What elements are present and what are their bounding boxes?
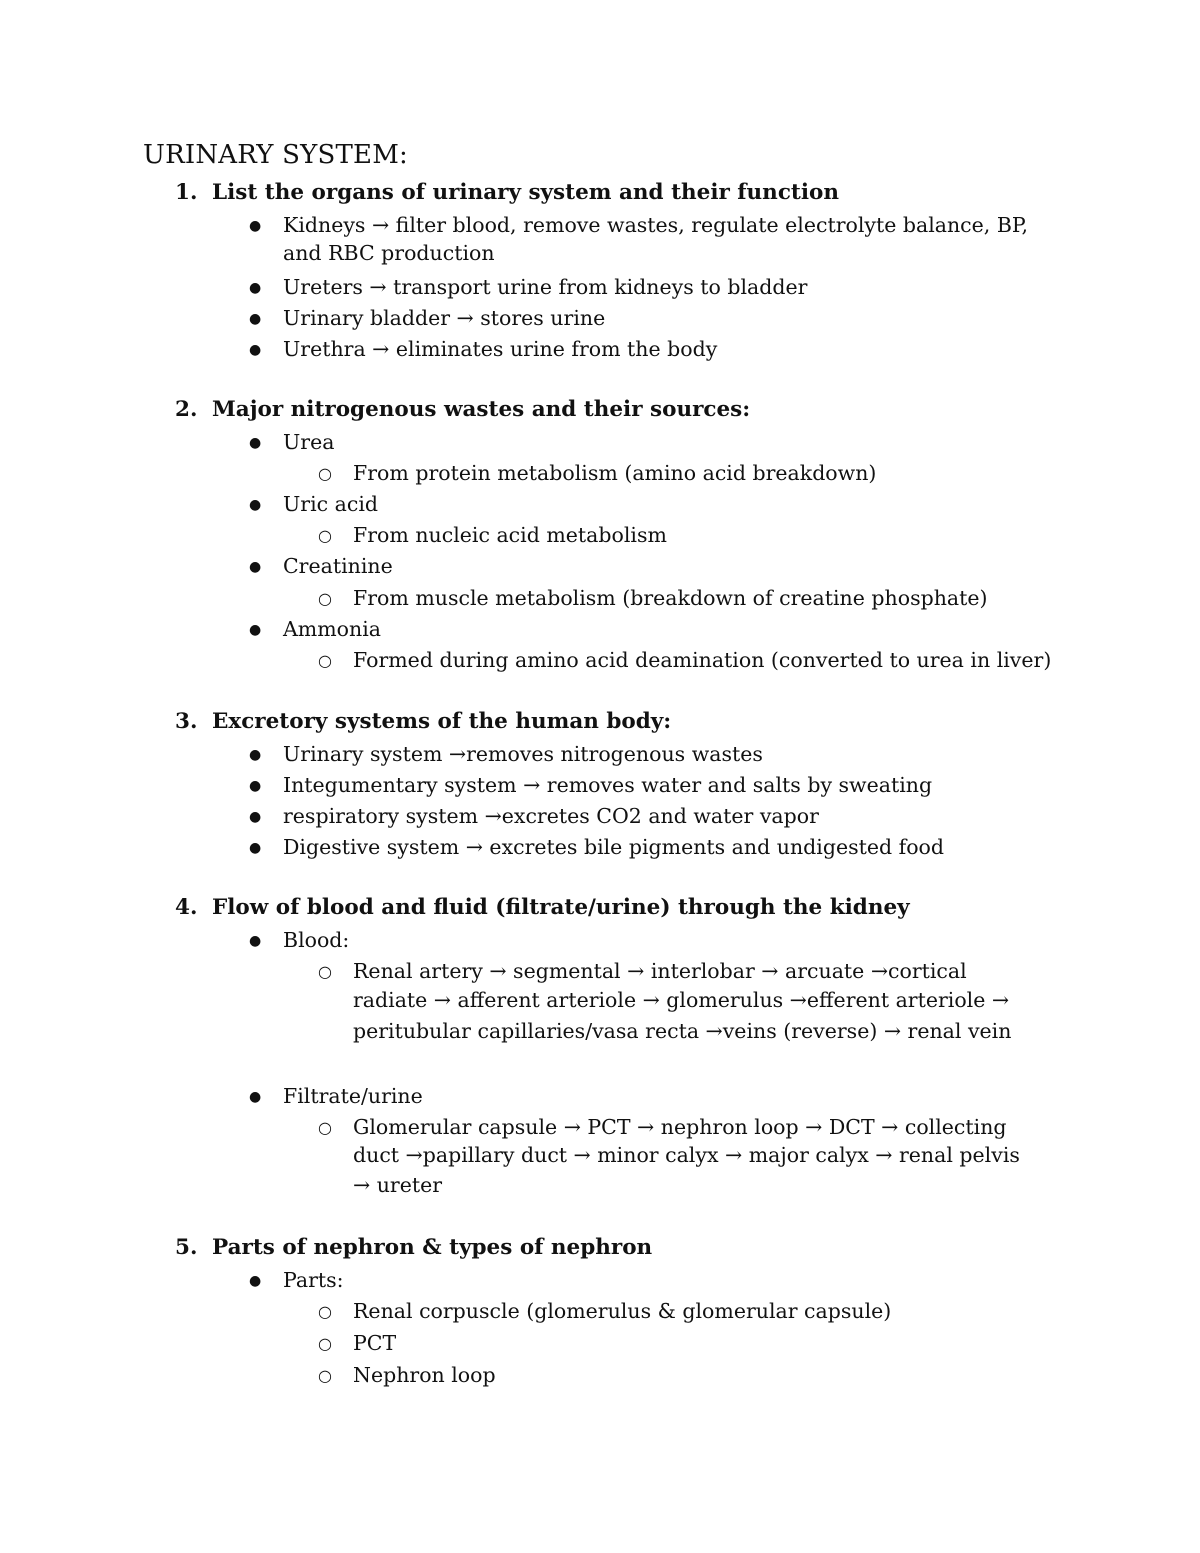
- bullet-marker: ●: [249, 809, 262, 825]
- bullet-marker: ●: [249, 311, 262, 327]
- section-number: 4.: [175, 895, 198, 920]
- sub-bullet-marker: ○: [318, 1334, 332, 1353]
- section-heading-text: Flow of blood and fluid (filtrate/urine) through the kidney: [212, 895, 910, 920]
- bullet-marker: ●: [249, 622, 262, 638]
- list-item-text: respiratory system →excretes CO2 and water vapor: [283, 804, 819, 828]
- bullet-marker: ●: [249, 933, 262, 949]
- bullet-marker: ●: [249, 497, 262, 513]
- bullet-marker: ●: [249, 342, 262, 358]
- section-number: 3.: [175, 709, 198, 734]
- bullet-marker: ●: [249, 747, 262, 763]
- list-item-text: Ureters → transport urine from kidneys to bladder: [283, 275, 808, 299]
- list-item-continuation: and RBC production: [283, 241, 495, 265]
- list-item-text: Creatinine: [283, 554, 393, 578]
- bullet-marker: ●: [249, 1273, 262, 1289]
- list-item: [249, 832, 944, 863]
- sub-list-item: [318, 1360, 496, 1391]
- list-item-text: Blood:: [283, 928, 350, 952]
- sub-list-item: [318, 956, 967, 987]
- sub-list-item-text: Renal corpuscle (glomerulus & glomerular capsule): [353, 1299, 892, 1323]
- bullet-marker: ●: [249, 1089, 262, 1105]
- sub-bullet-marker: ○: [318, 1118, 332, 1137]
- page-title: URINARY SYSTEM:: [143, 140, 408, 170]
- list-item-text: Uric acid: [283, 492, 379, 516]
- list-item-text: Urinary bladder → stores urine: [283, 306, 606, 330]
- bullet-marker: ●: [249, 218, 262, 234]
- sub-bullet-marker: ○: [318, 589, 332, 608]
- sub-list-item-text: From nucleic acid metabolism: [353, 523, 667, 547]
- sub-bullet-marker: ○: [318, 464, 332, 483]
- list-item: [249, 739, 763, 770]
- bullet-marker: ●: [249, 778, 262, 794]
- sub-list-item-continuation: → ureter: [353, 1173, 442, 1197]
- list-item: [249, 303, 605, 334]
- section-heading-text: Major nitrogenous wastes and their sources:: [212, 397, 751, 422]
- sub-list-item-text: From muscle metabolism (breakdown of creatine phosphate): [353, 586, 988, 610]
- list-item: [249, 551, 393, 582]
- sub-list-item: [318, 458, 876, 489]
- list-item: [249, 272, 807, 303]
- sub-list-item-text: From protein metabolism (amino acid breakdown): [353, 461, 877, 485]
- list-item: [249, 210, 1028, 241]
- bullet-marker: ●: [249, 840, 262, 856]
- bullet-marker: ●: [249, 559, 262, 575]
- section-2-heading: [175, 397, 750, 422]
- sub-list-item: [318, 1112, 1007, 1143]
- list-item-text: Filtrate/urine: [283, 1084, 423, 1108]
- sub-bullet-marker: ○: [318, 962, 332, 981]
- list-item-text: Kidneys → filter blood, remove wastes, regulate electrolyte balance, BP,: [283, 213, 1029, 237]
- sub-bullet-marker: ○: [318, 1366, 332, 1385]
- sub-bullet-marker: ○: [318, 526, 332, 545]
- sub-list-item: [318, 520, 667, 551]
- bullet-marker: ●: [249, 280, 262, 296]
- sub-list-item: [318, 1296, 891, 1327]
- list-item-text: Urea: [283, 430, 335, 454]
- list-item-text: Digestive system → excretes bile pigments and undigested food: [283, 835, 945, 859]
- list-item-text: Urethra → eliminates urine from the body: [283, 337, 718, 361]
- list-item-text: Urinary system →removes nitrogenous wastes: [283, 742, 763, 766]
- sub-list-item: [318, 583, 988, 614]
- sub-list-item: [318, 1328, 396, 1359]
- sub-list-item-text: Nephron loop: [353, 1363, 496, 1387]
- list-item: [249, 770, 932, 801]
- section-heading-text: List the organs of urinary system and their function: [212, 180, 839, 205]
- sub-list-item-continuation: radiate → afferent arteriole → glomerulus →efferent arteriole →: [353, 988, 1010, 1012]
- section-5-heading: [175, 1235, 652, 1260]
- section-1-heading: [175, 180, 839, 205]
- section-number: 5.: [175, 1235, 198, 1260]
- bullet-marker: ●: [249, 435, 262, 451]
- list-item: [249, 427, 334, 458]
- list-item: [249, 334, 717, 365]
- sub-list-item-text: Glomerular capsule → PCT → nephron loop → DCT → collecting: [353, 1115, 1007, 1139]
- list-item: [249, 614, 381, 645]
- section-4-heading: [175, 895, 910, 920]
- sub-list-item-text: PCT: [353, 1331, 397, 1355]
- section-number: 2.: [175, 397, 198, 422]
- sub-list-item-continuation: peritubular capillaries/vasa recta →veins (reverse) → renal vein: [353, 1019, 1012, 1043]
- section-heading-text: Parts of nephron & types of nephron: [212, 1235, 653, 1260]
- sub-bullet-marker: ○: [318, 1302, 332, 1321]
- sub-list-item-continuation: duct →papillary duct → minor calyx → major calyx → renal pelvis: [353, 1143, 1020, 1167]
- list-item-text: Ammonia: [283, 617, 382, 641]
- list-item: [249, 1081, 423, 1112]
- list-item: [249, 801, 819, 832]
- list-item: [249, 489, 378, 520]
- list-item: [249, 1265, 344, 1296]
- section-number: 1.: [175, 180, 198, 205]
- list-item-text: Integumentary system → removes water and salts by sweating: [283, 773, 933, 797]
- sub-list-item: [318, 645, 1051, 676]
- section-heading-text: Excretory systems of the human body:: [212, 709, 672, 734]
- section-3-heading: [175, 709, 671, 734]
- list-item: [249, 925, 349, 956]
- sub-list-item-text: Formed during amino acid deamination (converted to urea in liver): [353, 648, 1052, 672]
- sub-bullet-marker: ○: [318, 651, 332, 670]
- list-item-text: Parts:: [283, 1268, 344, 1292]
- sub-list-item-text: Renal artery → segmental → interlobar → arcuate →cortical: [353, 959, 967, 983]
